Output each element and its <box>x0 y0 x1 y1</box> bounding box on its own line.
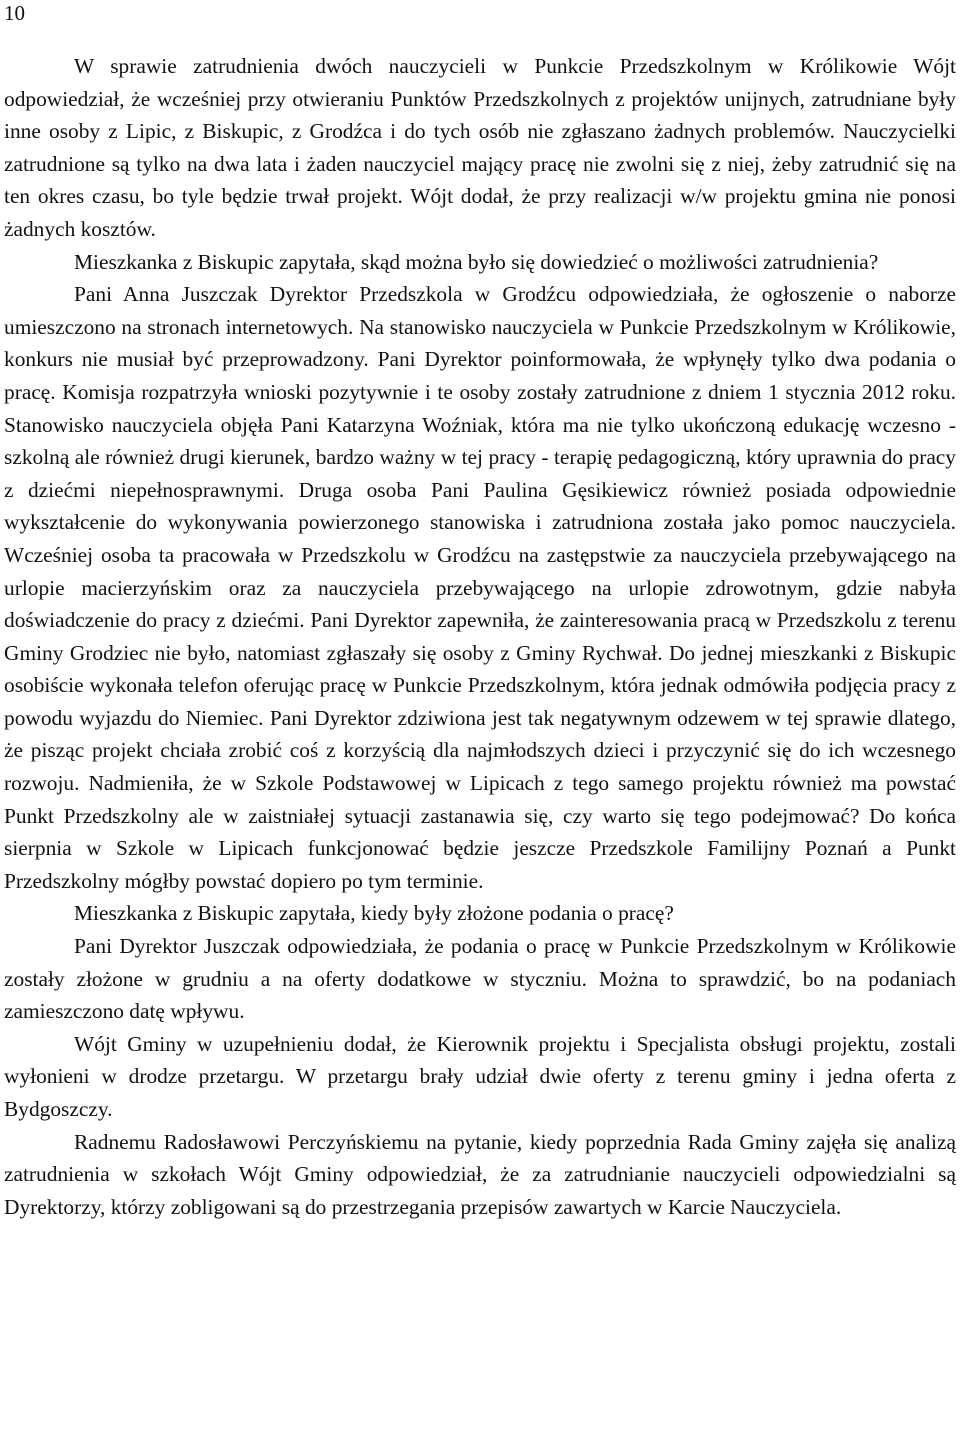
paragraph-director-response: Pani Anna Juszczak Dyrektor Przedszkola w Grodźcu odpowiedziała, że ogłoszenie o naborze umieszczono na stronach internetowych. Na stanowisko nauczyciela w Punkcie Przedszkolnym w Królikowie, konkurs nie musiał być przeprowadzony. Pani Dyrektor poinformowała, że wpłynęły tylko dwa podania o pracę. Komisja rozpatrzyła wnioski pozytywnie i te osoby zostały zatrudnione z dniem 1 stycznia 2012 roku. Stanowisko nauczyciela objęła Pani Katarzyna Woźniak, która ma nie tylko ukończoną edukację wczesno - szkolną ale również drugi kierunek, bardzo ważny w tej pracy - terapię pedagogiczną, który uprawnia do pracy z dziećmi niepełnosprawnymi. Druga osoba Pani Paulina Gęsikiewicz również posiada odpowiednie wykształcenie do wykonywania powierzonego stanowiska i zatrudniona została jako pomoc nauczyciela. Wcześniej osoba ta pracowała w Przedszkolu w Grodźcu na zastępstwie za nauczyciela przebywającego na urlopie macierzyńskim oraz za nauczyciela przebywającego na urlopie zdrowotnym, gdzie nabyła doświadczenie do pracy z dziećmi. Pani Dyrektor zapewniła, że zainteresowania pracą w Przedszkolu z terenu Gminy Grodziec nie było, natomiast zgłaszały się osoby z Gminy Rychwał. Do jednej mieszkanki z Biskupic osobiście wykonała telefon oferując pracę w Punkcie Przedszkolnym, która jednak odmówiła podjęcia pracy z powodu wyjazdu do Niemiec. Pani Dyrektor zdziwiona jest tak negatywnym odzewem w tej sprawie dlatego, że pisząc projekt chciała zrobić coś z korzyścią dla najmłodszych dzieci i przyczynić się do ich wczesnego rozwoju. Nadmieniła, że w Szkole Podstawowej w Lipicach z tego samego projektu również ma powstać Punkt Przedszkolny ale w zaistniałej sytuacji zastanawia się, czy warto się tego podejmować? Do końca sierpnia w Szkole w Lipicach funkcjonować będzie jeszcze Przedszkole Familijny Poznań a Punkt Przedszkolny mógłby powstać dopiero po tym terminie. <box>4 282 956 893</box>
document-body <box>4 50 956 1223</box>
paragraph-wojt-response: W sprawie zatrudnienia dwóch nauczycieli w Punkcie Przedszkolnym w Królikowie Wójt odpowiedział, że wcześniej przy otwieraniu Punktów Przedszkolnych z projektów unijnych, zatrudniane były inne osoby z Lipic, z Biskupic, z Grodźca i do tych osób nie zgłaszano żadnych problemów. Nauczycielki zatrudnione są tylko na dwa lata i żaden nauczyciel mający pracę nie zwolni się z niej, żeby zatrudnić się na ten okres czasu, bo tyle będzie trwał projekt. Wójt dodał, że przy realizacji w/w projektu gmina nie ponosi żadnych kosztów. <box>4 54 956 241</box>
paragraph-director-response-2: Pani Dyrektor Juszczak odpowiedziała, że podania o pracę w Punkcie Przedszkolnym w Królikowie zostały złożone w grudniu a na oferty dodatkowe w styczniu. Można to sprawdzić, bo na podaniach zamieszczono datę wpływu. <box>4 934 956 1024</box>
paragraph-wojt-addition: Wójt Gminy w uzupełnieniu dodał, że Kierownik projektu i Specjalista obsługi projektu, zostali wyłonieni w drodze przetargu. W przetargu brały udział dwie oferty z terenu gminy i jedna oferta z Bydgoszczy. <box>4 1031 956 1121</box>
page-number: 10 <box>4 1 25 25</box>
paragraph-resident-question: Mieszkanka z Biskupic zapytała, skąd można było się dowiedzieć o możliwości zatrudnienia? <box>74 249 879 274</box>
paragraph-resident-question-2: Mieszkanka z Biskupic zapytała, kiedy były złożone podania o pracę? <box>74 901 674 926</box>
paragraph-councillor-answer: Radnemu Radosławowi Perczyńskiemu na pytanie, kiedy poprzednia Rada Gminy zajęła się analizą zatrudnienia w szkołach Wójt Gminy odpowiedział, że za zatrudnianie nauczycieli odpowiedzialni są Dyrektorzy, którzy zobligowani są do przestrzegania przepisów zawartych w Karcie Nauczyciela. <box>4 1129 956 1219</box>
